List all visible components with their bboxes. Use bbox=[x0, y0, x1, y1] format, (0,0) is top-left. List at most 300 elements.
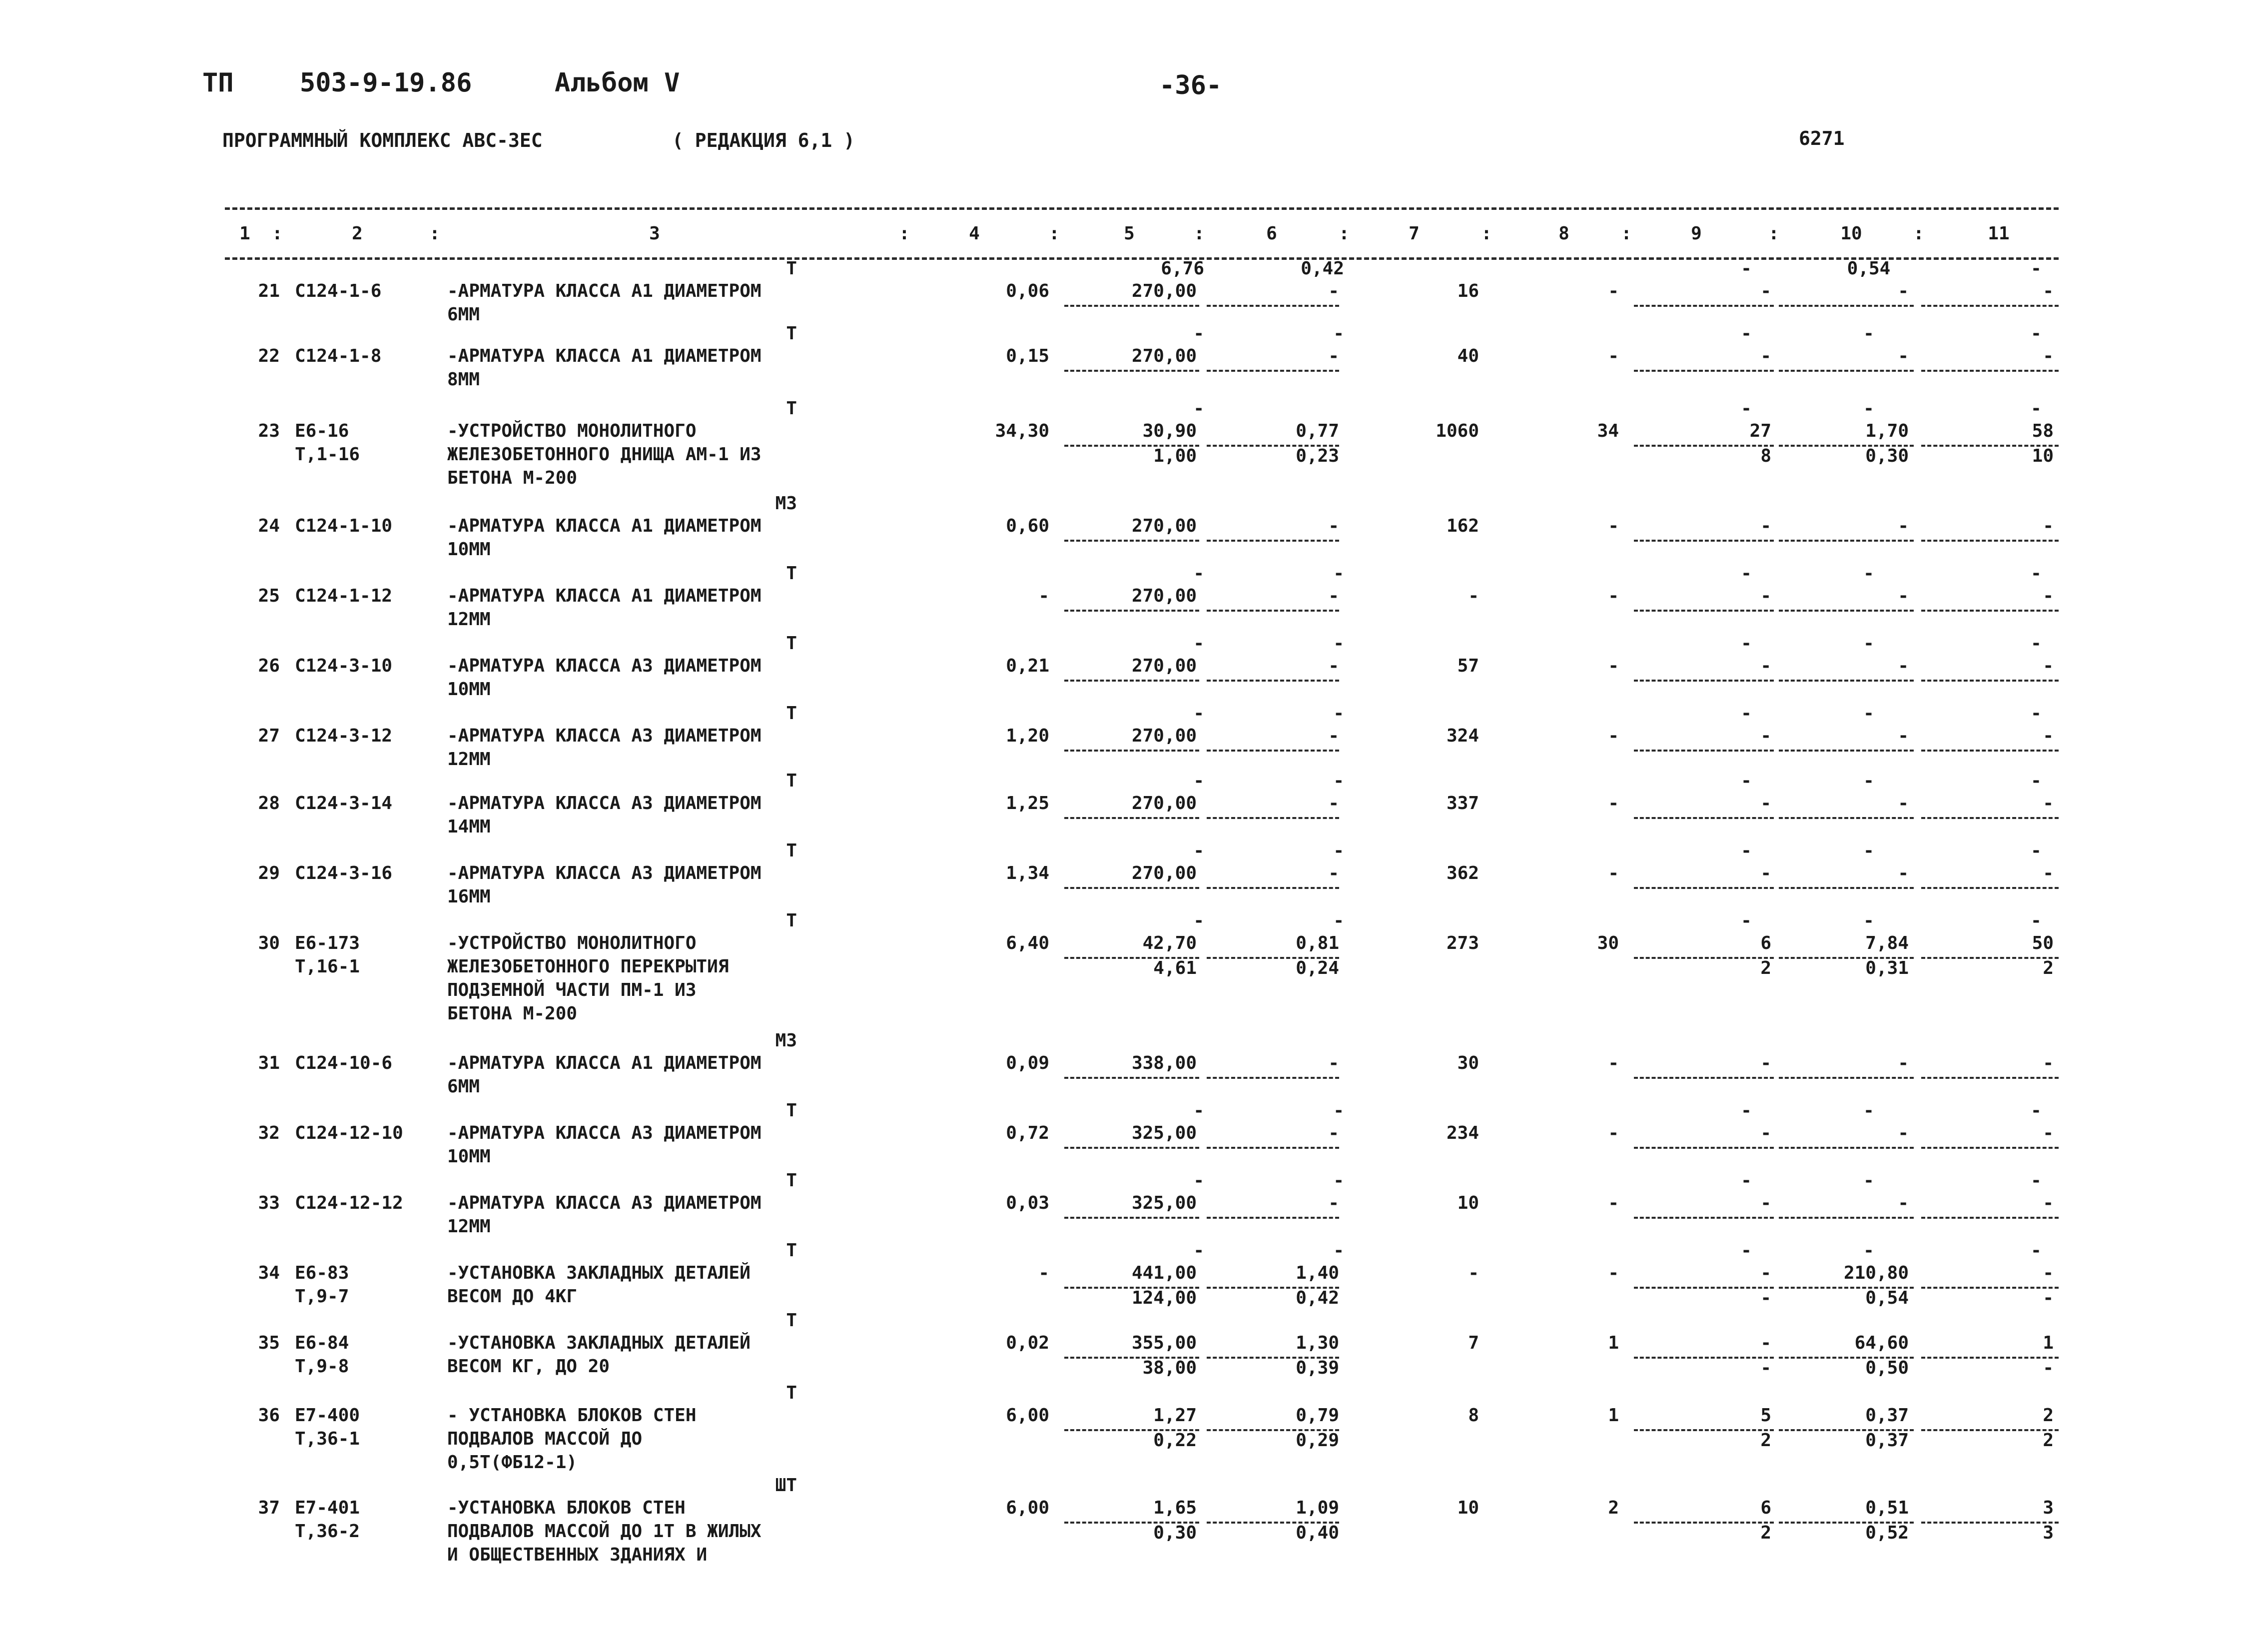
col10-lower: 0,30 bbox=[1865, 446, 1909, 466]
col10-lower: 0,31 bbox=[1865, 958, 1909, 978]
col10-value: - bbox=[1898, 346, 1909, 366]
dashed-separator bbox=[1779, 540, 1914, 542]
col9-upper: - bbox=[1741, 258, 1752, 279]
unit-label: ШТ bbox=[775, 1475, 797, 1496]
col5-upper: - bbox=[1193, 563, 1204, 584]
col11-lower: 2 bbox=[2043, 958, 2054, 978]
col4-quantity: 0,02 bbox=[1006, 1333, 1049, 1353]
col9-upper: - bbox=[1741, 563, 1752, 584]
row-number: 29 bbox=[258, 863, 280, 883]
col10-value: - bbox=[1898, 1193, 1909, 1213]
column-divider: : bbox=[1339, 223, 1350, 244]
unit-label: Т bbox=[786, 258, 797, 279]
dashed-separator bbox=[1779, 1077, 1914, 1079]
column-divider: : bbox=[1194, 223, 1205, 244]
col5-price: 355,00 bbox=[1131, 1333, 1197, 1353]
col6-lower: 0,42 bbox=[1296, 1288, 1339, 1308]
column-header-1: 1 bbox=[239, 223, 250, 244]
dashed-separator bbox=[1634, 305, 1774, 307]
col9-lower: 2 bbox=[1760, 958, 1771, 978]
row-number: 31 bbox=[258, 1053, 280, 1073]
dashed-separator bbox=[1207, 610, 1339, 612]
col11-upper: - bbox=[2031, 910, 2042, 931]
dashed-separator bbox=[1064, 680, 1199, 682]
col5-price: 325,00 bbox=[1131, 1193, 1197, 1213]
work-description: И ОБЩЕСТВЕННЫХ ЗДАНИЯХ И bbox=[447, 1545, 708, 1565]
col10-value: - bbox=[1898, 586, 1909, 606]
dashed-separator bbox=[1779, 680, 1914, 682]
dashed-separator bbox=[1207, 680, 1339, 682]
norm-code: С124-1-6 bbox=[295, 281, 382, 301]
work-description: - УСТАНОВКА БЛОКОВ СТЕН bbox=[447, 1405, 697, 1426]
row-number: 34 bbox=[258, 1263, 280, 1283]
column-header-10: 10 bbox=[1840, 223, 1862, 244]
col9-value: - bbox=[1760, 863, 1771, 883]
col6-upper: - bbox=[1333, 703, 1344, 724]
dashed-separator bbox=[1064, 1147, 1199, 1149]
col9-upper: - bbox=[1741, 323, 1752, 344]
col11-lower: 10 bbox=[2032, 446, 2054, 466]
col8-value: 1 bbox=[1608, 1333, 1619, 1353]
work-description: ЖЕЛЕЗОБЕТОННОГО ДНИЩА АМ-1 ИЗ bbox=[447, 444, 761, 465]
col4-quantity: - bbox=[1038, 1263, 1049, 1283]
col6-upper: - bbox=[1333, 323, 1344, 344]
col11-value: - bbox=[2043, 1053, 2054, 1073]
row-number: 33 bbox=[258, 1193, 280, 1213]
dashed-separator bbox=[1634, 1077, 1774, 1079]
col11-value: - bbox=[2043, 793, 2054, 814]
norm-code: С124-12-10 bbox=[295, 1123, 403, 1143]
col11-value: - bbox=[2043, 346, 2054, 366]
col5-price: 270,00 bbox=[1131, 346, 1197, 366]
dashed-separator bbox=[1634, 540, 1774, 542]
col7-value: 234 bbox=[1446, 1123, 1479, 1143]
col6-value: 0,81 bbox=[1296, 933, 1339, 953]
col10-value: 0,37 bbox=[1865, 1405, 1909, 1426]
col6-upper: - bbox=[1333, 633, 1344, 654]
norm-code: Т,16-1 bbox=[295, 956, 360, 977]
col7-value: 10 bbox=[1457, 1193, 1479, 1213]
row-number: 23 bbox=[258, 421, 280, 441]
col10-lower: 0,54 bbox=[1865, 1288, 1909, 1308]
work-description: -АРМАТУРА КЛАССА А3 ДИАМЕТРОМ bbox=[447, 793, 761, 814]
unit-label: Т bbox=[786, 633, 797, 654]
col5-lower: 0,22 bbox=[1153, 1430, 1197, 1451]
dashed-separator bbox=[1921, 887, 2059, 889]
norm-code: С124-1-12 bbox=[295, 586, 393, 606]
norm-code: С124-1-10 bbox=[295, 516, 393, 536]
col10-value: - bbox=[1898, 726, 1909, 746]
work-description: 16ММ bbox=[447, 886, 491, 907]
dashed-separator bbox=[1634, 1287, 1774, 1289]
document-number: 503-9-19.86 bbox=[300, 68, 472, 98]
col10-upper: - bbox=[1863, 323, 1874, 344]
work-description: 8ММ bbox=[447, 369, 480, 390]
col5-upper: - bbox=[1193, 633, 1204, 654]
dashed-separator bbox=[1634, 1429, 1774, 1431]
col11-upper: - bbox=[2031, 633, 2042, 654]
col9-upper: - bbox=[1741, 633, 1752, 654]
dashed-separator bbox=[1921, 957, 2059, 959]
unit-label: Т bbox=[786, 1383, 797, 1403]
dashed-separator bbox=[1634, 680, 1774, 682]
col10-upper: - bbox=[1863, 910, 1874, 931]
col6-upper: - bbox=[1333, 1100, 1344, 1121]
software-complex: ПРОГРАММНЫЙ КОМПЛЕКС АВС-3ЕС bbox=[222, 129, 543, 151]
col5-lower: 4,61 bbox=[1153, 958, 1197, 978]
col8-value: - bbox=[1608, 863, 1619, 883]
album-label: Альбом V bbox=[555, 68, 680, 98]
dashed-separator bbox=[1064, 817, 1199, 819]
col10-value: - bbox=[1898, 656, 1909, 676]
header-top-rule bbox=[225, 207, 2059, 210]
dashed-separator bbox=[1634, 887, 1774, 889]
col8-value: - bbox=[1608, 1193, 1619, 1213]
work-description: 10ММ bbox=[447, 1146, 491, 1167]
col10-upper: - bbox=[1863, 398, 1874, 419]
work-description: ЖЕЛЕЗОБЕТОННОГО ПЕРЕКРЫТИЯ bbox=[447, 956, 729, 977]
unit-label: Т bbox=[786, 1170, 797, 1191]
dashed-separator bbox=[1634, 957, 1774, 959]
dashed-separator bbox=[1634, 1357, 1774, 1359]
dashed-separator bbox=[1634, 817, 1774, 819]
col5-price: 270,00 bbox=[1131, 516, 1197, 536]
col10-upper: - bbox=[1863, 1240, 1874, 1261]
col8-value: 1 bbox=[1608, 1405, 1619, 1426]
col4-quantity: 0,21 bbox=[1006, 656, 1049, 676]
work-description: БЕТОНА М-200 bbox=[447, 468, 578, 488]
col11-upper: - bbox=[2031, 398, 2042, 419]
page-number: -36- bbox=[1159, 70, 1222, 100]
col7-value: - bbox=[1468, 586, 1479, 606]
col5-lower: 124,00 bbox=[1131, 1288, 1197, 1308]
col11-value: 3 bbox=[2043, 1498, 2054, 1518]
col11-value: 58 bbox=[2032, 421, 2054, 441]
col7-value: 16 bbox=[1457, 281, 1479, 301]
col6-value: - bbox=[1328, 1123, 1339, 1143]
dashed-separator bbox=[1064, 305, 1199, 307]
row-number: 28 bbox=[258, 793, 280, 814]
unit-label: Т bbox=[786, 398, 797, 419]
work-description: -АРМАТУРА КЛАССА А3 ДИАМЕТРОМ bbox=[447, 656, 761, 676]
unit-label: Т bbox=[786, 840, 797, 861]
column-header-11: 11 bbox=[1988, 223, 2010, 244]
norm-code: С124-3-14 bbox=[295, 793, 393, 814]
col10-value: - bbox=[1898, 516, 1909, 536]
col11-upper: - bbox=[2031, 1240, 2042, 1261]
dashed-separator bbox=[1207, 887, 1339, 889]
col5-price: 30,90 bbox=[1142, 421, 1197, 441]
col5-price: 42,70 bbox=[1142, 933, 1197, 953]
col7-value: 7 bbox=[1468, 1333, 1479, 1353]
col11-value: - bbox=[2043, 1263, 2054, 1283]
col4-quantity: 1,20 bbox=[1006, 726, 1049, 746]
column-divider: : bbox=[272, 223, 283, 244]
col11-value: - bbox=[2043, 656, 2054, 676]
dashed-separator bbox=[1921, 1429, 2059, 1431]
dashed-separator bbox=[1064, 750, 1199, 752]
col6-lower: 0,24 bbox=[1296, 958, 1339, 978]
col11-value: - bbox=[2043, 863, 2054, 883]
row-number: 37 bbox=[258, 1498, 280, 1518]
work-description: ВЕСОМ ДО 4КГ bbox=[447, 1286, 578, 1307]
dashed-separator bbox=[1779, 610, 1914, 612]
dashed-separator bbox=[1921, 750, 2059, 752]
column-divider: : bbox=[429, 223, 440, 244]
work-description: ПОДЗЕМНОЙ ЧАСТИ ПМ-1 ИЗ bbox=[447, 980, 697, 1000]
dashed-separator bbox=[1207, 305, 1339, 307]
norm-code: Т,9-7 bbox=[295, 1286, 349, 1307]
col5-upper: - bbox=[1193, 703, 1204, 724]
dashed-separator bbox=[1207, 540, 1339, 542]
work-description: -АРМАТУРА КЛАССА А1 ДИАМЕТРОМ bbox=[447, 516, 761, 536]
norm-code: Т,1-16 bbox=[295, 444, 360, 465]
dashed-separator bbox=[1634, 1522, 1774, 1524]
dashed-separator bbox=[1207, 1147, 1339, 1149]
col6-value: - bbox=[1328, 516, 1339, 536]
col9-upper: - bbox=[1741, 1240, 1752, 1261]
col8-value: - bbox=[1608, 656, 1619, 676]
col9-lower: - bbox=[1760, 1288, 1771, 1308]
col6-upper: - bbox=[1333, 910, 1344, 931]
dashed-separator bbox=[1779, 370, 1914, 372]
column-header-8: 8 bbox=[1558, 223, 1569, 244]
col7-value: 30 bbox=[1457, 1053, 1479, 1073]
work-description: БЕТОНА М-200 bbox=[447, 1003, 578, 1024]
dashed-separator bbox=[1779, 750, 1914, 752]
work-description: 10ММ bbox=[447, 679, 491, 700]
col9-value: - bbox=[1760, 1123, 1771, 1143]
unit-label: Т bbox=[786, 771, 797, 791]
norm-code: Е7-400 bbox=[295, 1405, 360, 1426]
dashed-separator bbox=[1921, 610, 2059, 612]
col10-lower: 0,52 bbox=[1865, 1523, 1909, 1543]
norm-code: Т,36-1 bbox=[295, 1429, 360, 1449]
work-description: -АРМАТУРА КЛАССА А1 ДИАМЕТРОМ bbox=[447, 586, 761, 606]
col5-upper: - bbox=[1193, 1170, 1204, 1191]
dashed-separator bbox=[1921, 1287, 2059, 1289]
dashed-separator bbox=[1921, 370, 2059, 372]
dashed-separator bbox=[1207, 370, 1339, 372]
col5-price: 270,00 bbox=[1131, 586, 1197, 606]
work-description: -АРМАТУРА КЛАССА А1 ДИАМЕТРОМ bbox=[447, 281, 761, 301]
col6-lower: 0,23 bbox=[1296, 446, 1339, 466]
col6-upper: - bbox=[1333, 1170, 1344, 1191]
column-divider: : bbox=[1621, 223, 1632, 244]
col10-value: - bbox=[1898, 1123, 1909, 1143]
col11-upper: - bbox=[2031, 840, 2042, 861]
work-description: -АРМАТУРА КЛАССА А3 ДИАМЕТРОМ bbox=[447, 1123, 761, 1143]
col11-upper: - bbox=[2031, 563, 2042, 584]
col7-value: - bbox=[1468, 1263, 1479, 1283]
col9-value: - bbox=[1760, 1193, 1771, 1213]
col9-upper: - bbox=[1741, 398, 1752, 419]
col9-value: 27 bbox=[1749, 421, 1771, 441]
col5-upper: - bbox=[1193, 771, 1204, 791]
dashed-separator bbox=[1921, 1357, 2059, 1359]
col11-value: - bbox=[2043, 1123, 2054, 1143]
column-divider: : bbox=[1049, 223, 1060, 244]
dashed-separator bbox=[1634, 610, 1774, 612]
col6-value: - bbox=[1328, 281, 1339, 301]
col6-value: - bbox=[1328, 1053, 1339, 1073]
col5-price: 270,00 bbox=[1131, 281, 1197, 301]
col11-value: - bbox=[2043, 726, 2054, 746]
norm-code: С124-3-10 bbox=[295, 656, 393, 676]
col7-value: 362 bbox=[1446, 863, 1479, 883]
col11-value: 2 bbox=[2043, 1405, 2054, 1426]
col6-value: 1,40 bbox=[1296, 1263, 1339, 1283]
col9-value: 5 bbox=[1760, 1405, 1771, 1426]
col8-value: 30 bbox=[1597, 933, 1619, 953]
col6-lower: 0,29 bbox=[1296, 1430, 1339, 1451]
col6-value: - bbox=[1328, 586, 1339, 606]
col5-lower: 0,30 bbox=[1153, 1523, 1197, 1543]
dashed-separator bbox=[1921, 1217, 2059, 1219]
col4-quantity: 0,72 bbox=[1006, 1123, 1049, 1143]
work-description: ВЕСОМ КГ, ДО 20 bbox=[447, 1356, 610, 1377]
row-number: 27 bbox=[258, 726, 280, 746]
column-header-7: 7 bbox=[1409, 223, 1420, 244]
work-description: -АРМАТУРА КЛАССА А1 ДИАМЕТРОМ bbox=[447, 346, 761, 366]
col6-lower: 0,40 bbox=[1296, 1523, 1339, 1543]
work-description: 12ММ bbox=[447, 749, 491, 770]
col9-lower: 2 bbox=[1760, 1523, 1771, 1543]
column-divider: : bbox=[1913, 223, 1924, 244]
dashed-separator bbox=[1634, 1147, 1774, 1149]
unit-label: Т bbox=[786, 1100, 797, 1121]
work-description: -УСТРОЙСТВО МОНОЛИТНОГО bbox=[447, 933, 697, 953]
dashed-separator bbox=[1921, 1147, 2059, 1149]
col9-value: - bbox=[1760, 1053, 1771, 1073]
column-header-9: 9 bbox=[1691, 223, 1702, 244]
work-description: 14ММ bbox=[447, 817, 491, 837]
col5-price: 270,00 bbox=[1131, 863, 1197, 883]
dashed-separator bbox=[1779, 887, 1914, 889]
row-number: 25 bbox=[258, 586, 280, 606]
work-description: 6ММ bbox=[447, 1076, 480, 1097]
col7-value: 324 bbox=[1446, 726, 1479, 746]
norm-code: Е6-173 bbox=[295, 933, 360, 953]
col10-upper: - bbox=[1863, 1170, 1874, 1191]
col9-value: - bbox=[1760, 1263, 1771, 1283]
work-description: -АРМАТУРА КЛАССА А1 ДИАМЕТРОМ bbox=[447, 1053, 761, 1073]
col4-quantity: - bbox=[1038, 586, 1049, 606]
col7-value: 162 bbox=[1446, 516, 1479, 536]
row-number: 30 bbox=[258, 933, 280, 953]
dashed-separator bbox=[1064, 887, 1199, 889]
col8-value: - bbox=[1608, 1053, 1619, 1073]
col4-quantity: 6,40 bbox=[1006, 933, 1049, 953]
unit-label: М3 bbox=[775, 493, 797, 514]
row-number: 35 bbox=[258, 1333, 280, 1353]
work-description: -УСТРОЙСТВО МОНОЛИТНОГО bbox=[447, 421, 697, 441]
dashed-separator bbox=[1634, 1217, 1774, 1219]
dashed-separator bbox=[1634, 750, 1774, 752]
col9-upper: - bbox=[1741, 910, 1752, 931]
col5-price: 325,00 bbox=[1131, 1123, 1197, 1143]
col10-upper: 0,54 bbox=[1847, 258, 1891, 279]
row-number: 21 bbox=[258, 281, 280, 301]
col5-price: 1,27 bbox=[1153, 1405, 1197, 1426]
col10-upper: - bbox=[1863, 633, 1874, 654]
col5-price: 270,00 bbox=[1131, 656, 1197, 676]
dashed-separator bbox=[1064, 610, 1199, 612]
col11-value: - bbox=[2043, 1193, 2054, 1213]
col10-value: 0,51 bbox=[1865, 1498, 1909, 1518]
dashed-separator bbox=[1207, 750, 1339, 752]
col10-lower: 0,50 bbox=[1865, 1358, 1909, 1378]
work-description: -АРМАТУРА КЛАССА А3 ДИАМЕТРОМ bbox=[447, 726, 761, 746]
col11-upper: - bbox=[2031, 1100, 2042, 1121]
col9-upper: - bbox=[1741, 1100, 1752, 1121]
norm-code: С124-10-6 bbox=[295, 1053, 393, 1073]
col9-value: - bbox=[1760, 793, 1771, 814]
col10-value: - bbox=[1898, 863, 1909, 883]
col11-lower: - bbox=[2043, 1288, 2054, 1308]
col7-value: 40 bbox=[1457, 346, 1479, 366]
col5-upper: - bbox=[1193, 1240, 1204, 1261]
col6-value: - bbox=[1328, 793, 1339, 814]
col9-upper: - bbox=[1741, 840, 1752, 861]
col5-upper: - bbox=[1193, 323, 1204, 344]
column-divider: : bbox=[1481, 223, 1492, 244]
row-number: 22 bbox=[258, 346, 280, 366]
col6-upper: - bbox=[1333, 1240, 1344, 1261]
norm-code: С124-1-8 bbox=[295, 346, 382, 366]
col9-lower: 8 bbox=[1760, 446, 1771, 466]
col5-upper: - bbox=[1193, 1100, 1204, 1121]
col10-upper: - bbox=[1863, 1100, 1874, 1121]
col11-lower: 3 bbox=[2043, 1523, 2054, 1543]
col11-upper: - bbox=[2031, 323, 2042, 344]
work-description: 12ММ bbox=[447, 1216, 491, 1237]
col9-upper: - bbox=[1741, 1170, 1752, 1191]
col6-upper: - bbox=[1333, 771, 1344, 791]
col8-value: - bbox=[1608, 346, 1619, 366]
column-header-2: 2 bbox=[352, 223, 363, 244]
dashed-separator bbox=[1779, 817, 1914, 819]
unit-label: М3 bbox=[775, 1030, 797, 1051]
col9-value: - bbox=[1760, 1333, 1771, 1353]
col5-upper: - bbox=[1193, 398, 1204, 419]
norm-code: С124-3-12 bbox=[295, 726, 393, 746]
norm-code: Е6-84 bbox=[295, 1333, 349, 1353]
col8-value: - bbox=[1608, 1263, 1619, 1283]
work-description: ПОДВАЛОВ МАССОЙ ДО 1Т В ЖИЛЫХ bbox=[447, 1521, 761, 1542]
col5-price: 338,00 bbox=[1131, 1053, 1197, 1073]
col10-value: 1,70 bbox=[1865, 421, 1909, 441]
col4-quantity: 0,03 bbox=[1006, 1193, 1049, 1213]
col9-value: 6 bbox=[1760, 1498, 1771, 1518]
col9-upper: - bbox=[1741, 703, 1752, 724]
unit-label: Т bbox=[786, 323, 797, 344]
col6-value: 0,77 bbox=[1296, 421, 1339, 441]
unit-label: Т bbox=[786, 1240, 797, 1261]
col11-value: - bbox=[2043, 586, 2054, 606]
work-description: 10ММ bbox=[447, 539, 491, 560]
dashed-separator bbox=[1921, 1077, 2059, 1079]
work-description: -УСТАНОВКА ЗАКЛАДНЫХ ДЕТАЛЕЙ bbox=[447, 1263, 750, 1283]
col7-value: 273 bbox=[1446, 933, 1479, 953]
col6-upper: - bbox=[1333, 563, 1344, 584]
col8-value: - bbox=[1608, 793, 1619, 814]
dashed-separator bbox=[1064, 370, 1199, 372]
dashed-separator bbox=[1921, 1522, 2059, 1524]
col6-value: - bbox=[1328, 656, 1339, 676]
work-description: -АРМАТУРА КЛАССА А3 ДИАМЕТРОМ bbox=[447, 863, 761, 883]
col9-value: - bbox=[1760, 656, 1771, 676]
